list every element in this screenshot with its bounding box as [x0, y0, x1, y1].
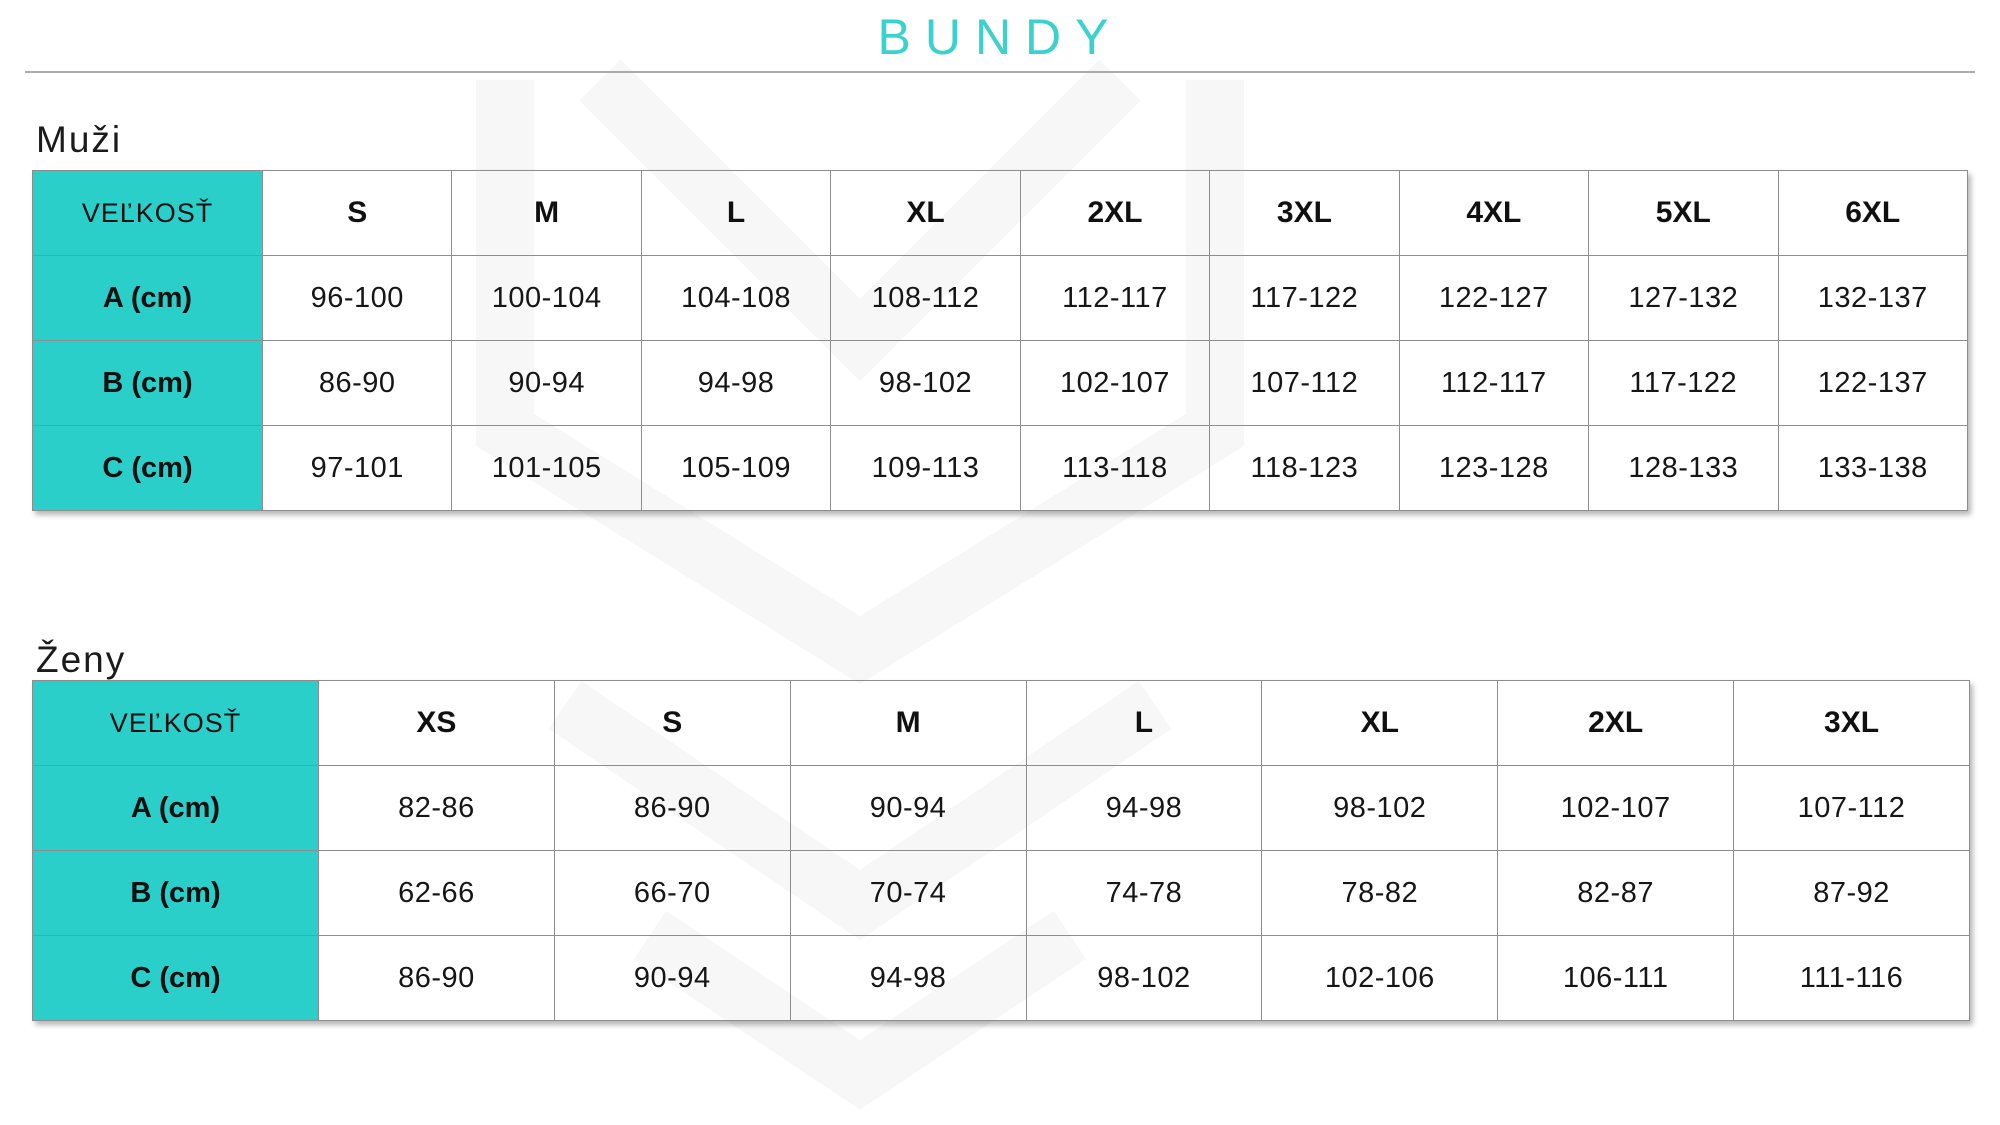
measurement-value-cell: 133-138	[1778, 426, 1968, 511]
measurement-value-cell: 112-117	[1399, 341, 1588, 426]
measurement-label-cell: A (cm)	[33, 256, 263, 341]
measurement-value-cell: 78-82	[1262, 851, 1498, 936]
measurement-value-cell: 108-112	[831, 256, 1020, 341]
size-header-cell: XL	[831, 171, 1020, 256]
women-size-table	[32, 680, 1970, 1021]
size-header-cell: S	[263, 171, 452, 256]
measurement-row	[33, 341, 1968, 426]
title-divider	[25, 71, 1975, 73]
measurement-value-cell: 132-137	[1778, 256, 1968, 341]
measurement-value-cell: 100-104	[452, 256, 641, 341]
size-header-cell: XS	[319, 681, 555, 766]
measurement-value-cell: 62-66	[319, 851, 555, 936]
size-header-cell: 6XL	[1778, 171, 1968, 256]
measurement-value-cell: 94-98	[790, 936, 1026, 1021]
measurement-value-cell: 118-123	[1210, 426, 1399, 511]
measurement-row	[33, 256, 1968, 341]
measurement-value-cell: 90-94	[452, 341, 641, 426]
measurement-value-cell: 107-112	[1734, 766, 1970, 851]
measurement-value-cell: 101-105	[452, 426, 641, 511]
measurement-value-cell: 98-102	[1026, 936, 1262, 1021]
size-header-cell: 3XL	[1734, 681, 1970, 766]
measurement-value-cell: 70-74	[790, 851, 1026, 936]
size-header-cell: XL	[1262, 681, 1498, 766]
measurement-value-cell: 86-90	[554, 766, 790, 851]
measurement-value-cell: 94-98	[641, 341, 830, 426]
corner-label-cell: VEĽKOSŤ	[33, 171, 263, 256]
measurement-value-cell: 117-122	[1210, 256, 1399, 341]
size-header-cell: 3XL	[1210, 171, 1399, 256]
measurement-value-cell: 66-70	[554, 851, 790, 936]
size-header-cell: 5XL	[1589, 171, 1778, 256]
measurement-value-cell: 102-107	[1020, 341, 1209, 426]
measurement-value-cell: 117-122	[1589, 341, 1778, 426]
size-header-cell: M	[790, 681, 1026, 766]
men-size-table-wrap	[32, 170, 1968, 511]
page-title: BUNDY	[877, 9, 1123, 65]
measurement-value-cell: 90-94	[790, 766, 1026, 851]
size-header-cell: L	[641, 171, 830, 256]
men-size-table	[32, 170, 1968, 511]
measurement-value-cell: 127-132	[1589, 256, 1778, 341]
measurement-value-cell: 109-113	[831, 426, 1020, 511]
measurement-value-cell: 102-107	[1498, 766, 1734, 851]
measurement-value-cell: 106-111	[1498, 936, 1734, 1021]
measurement-value-cell: 96-100	[263, 256, 452, 341]
measurement-value-cell: 87-92	[1734, 851, 1970, 936]
size-header-cell: S	[554, 681, 790, 766]
measurement-label-cell: B (cm)	[33, 341, 263, 426]
measurement-value-cell: 105-109	[641, 426, 830, 511]
section-heading-women: Ženy	[36, 638, 127, 680]
size-header-row	[33, 171, 1968, 256]
measurement-value-cell: 97-101	[263, 426, 452, 511]
measurement-value-cell: 102-106	[1262, 936, 1498, 1021]
measurement-value-cell: 98-102	[1262, 766, 1498, 851]
measurement-value-cell: 94-98	[1026, 766, 1262, 851]
measurement-value-cell: 113-118	[1020, 426, 1209, 511]
measurement-row	[33, 426, 1968, 511]
measurement-label-cell: A (cm)	[33, 766, 319, 851]
measurement-row	[33, 936, 1970, 1021]
measurement-label-cell: B (cm)	[33, 851, 319, 936]
measurement-label-cell: C (cm)	[33, 426, 263, 511]
measurement-value-cell: 128-133	[1589, 426, 1778, 511]
measurement-label-cell: C (cm)	[33, 936, 319, 1021]
size-header-cell: L	[1026, 681, 1262, 766]
size-header-cell: M	[452, 171, 641, 256]
size-header-cell: 2XL	[1498, 681, 1734, 766]
measurement-value-cell: 98-102	[831, 341, 1020, 426]
measurement-value-cell: 86-90	[319, 936, 555, 1021]
women-size-table-wrap	[32, 680, 1970, 1021]
measurement-value-cell: 74-78	[1026, 851, 1262, 936]
measurement-value-cell: 123-128	[1399, 426, 1588, 511]
measurement-value-cell: 86-90	[263, 341, 452, 426]
measurement-value-cell: 82-86	[319, 766, 555, 851]
section-heading-men: Muži	[36, 118, 123, 160]
measurement-value-cell: 82-87	[1498, 851, 1734, 936]
measurement-value-cell: 122-137	[1778, 341, 1968, 426]
measurement-value-cell: 112-117	[1020, 256, 1209, 341]
size-header-row	[33, 681, 1970, 766]
size-header-cell: 2XL	[1020, 171, 1209, 256]
measurement-value-cell: 104-108	[641, 256, 830, 341]
size-header-cell: 4XL	[1399, 171, 1588, 256]
measurement-row	[33, 851, 1970, 936]
measurement-value-cell: 107-112	[1210, 341, 1399, 426]
measurement-value-cell: 122-127	[1399, 256, 1588, 341]
measurement-value-cell: 90-94	[554, 936, 790, 1021]
measurement-row	[33, 766, 1970, 851]
measurement-value-cell: 111-116	[1734, 936, 1970, 1021]
corner-label-cell: VEĽKOSŤ	[33, 681, 319, 766]
